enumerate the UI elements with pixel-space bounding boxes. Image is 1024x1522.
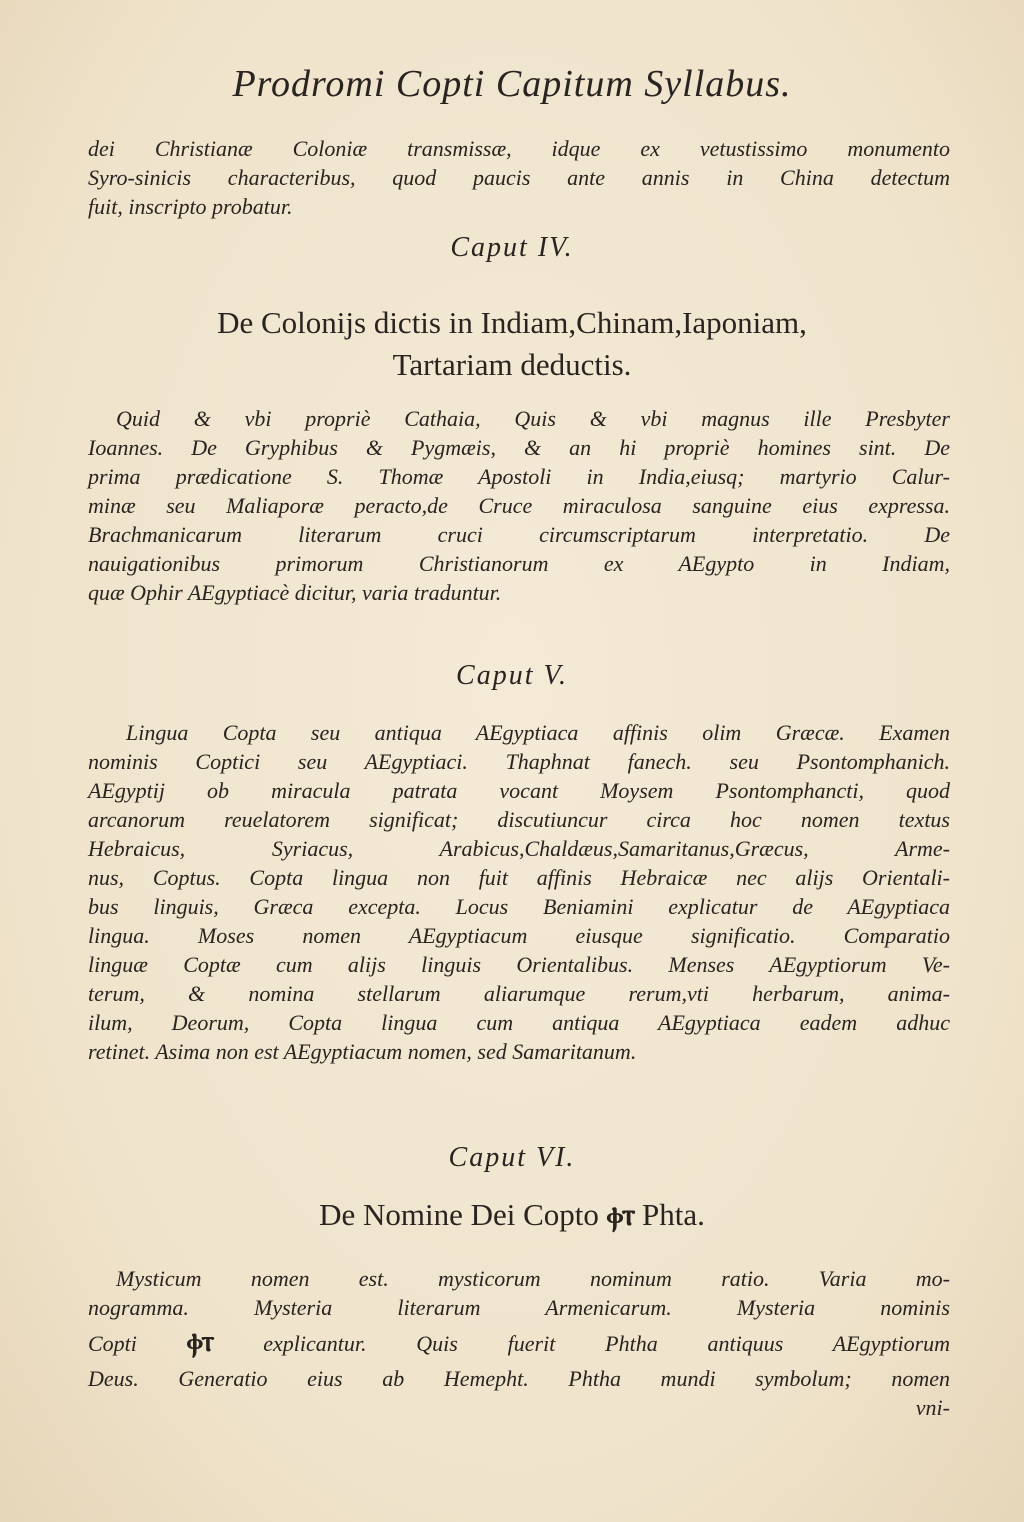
text-fragment: Copti <box>88 1331 137 1356</box>
text-line: retinet. Asima non est AEgyptiacum nomen, sed Samaritanum. <box>88 1039 637 1064</box>
chapter-title-line: Tartariam deductis. <box>392 347 632 382</box>
chapter-title-4 <box>60 302 964 386</box>
text-line: lingua. Moses nomen AEgyptiacum eiusque significatio. Comparatio <box>88 923 950 948</box>
running-head: Prodromi Copti Capitum Syllabus. <box>232 63 792 105</box>
chapter-title-text: De Nomine Dei Copto <box>319 1197 599 1232</box>
chapter-heading-6: Caput VI. <box>448 1142 576 1173</box>
text-line: nogramma. Mysteria literarum Armenicarum. Mysteria nominis <box>88 1295 950 1320</box>
text-line: quæ Ophir AEgyptiacè dicitur, varia traduntur. <box>88 580 502 605</box>
text-line: Mysticum nomen est. mysticorum nominum ratio. Varia mo- <box>116 1266 950 1291</box>
text-line: minæ seu Maliaporæ peracto,de Cruce miraculosa sanguine eius expressa. <box>88 493 950 518</box>
text-line-with-glyph <box>88 1322 950 1364</box>
text-line: Hebraicus, Syriacus, Arabicus,Chaldæus,Samaritanus,Græcus, Arme- <box>88 836 950 861</box>
text-line: nominis Coptici seu AEgyptiaci. Thaphnat fanech. seu Psontomphanich. <box>88 749 950 774</box>
text-fragment: explicantur. Quis fuerit Phtha antiquus AEgyptiorum <box>263 1331 951 1356</box>
chapter-summary-6 <box>88 1264 950 1422</box>
text-line: Lingua Copta seu antiqua AEgyptiaca affinis olim Græcæ. Examen <box>126 720 950 745</box>
chapter-summary-4 <box>88 404 950 607</box>
text-line: Quid & vbi propriè Cathaia, Quis & vbi magnus ille Presbyter <box>116 406 950 431</box>
catchword: vni- <box>915 1395 950 1420</box>
text-line: ilum, Deorum, Copta lingua cum antiqua AEgyptiaca eadem adhuc <box>88 1010 950 1035</box>
text-line: dei Christianæ Coloniæ transmissæ, idque ex vetustissimo monumento <box>88 136 950 161</box>
text-line: linguæ Coptæ cum alijs linguis Orientalibus. Menses AEgyptiorum Ve- <box>88 952 950 977</box>
chapter-title-line: De Colonijs dictis in Indiam,Chinam,Iaponiam, <box>217 305 807 340</box>
text-line: nauigationibus primorum Christianorum ex AEgypto in Indiam, <box>88 551 950 576</box>
text-line: Ioannes. De Gryphibus & Pygmæis, & an hi propriè homines sint. De <box>88 435 950 460</box>
text-line: terum, & nomina stellarum aliarumque rerum,vti herbarum, anima- <box>88 981 950 1006</box>
coptic-phta-glyph: ⲫⲧ <box>186 1325 214 1358</box>
text-line: bus linguis, Græca excepta. Locus Beniamini explicatur de AEgyptiaca <box>88 894 950 919</box>
text-line: arcanorum reuelatorem significat; discutiuncur circa hoc nomen textus <box>88 807 950 832</box>
text-line: fuit, inscripto probatur. <box>88 194 293 219</box>
chapter-heading-5: Caput V. <box>456 660 568 691</box>
text-line: prima prædicatione S. Thomæ Apostoli in India,eiusq; martyrio Calur- <box>88 464 950 489</box>
chapter-title-text: Phta. <box>642 1197 705 1232</box>
chapter-summary-5 <box>88 718 950 1066</box>
chapter-title-6 <box>60 1194 964 1236</box>
coptic-phta-glyph: ⲫⲧ <box>606 1197 635 1232</box>
text-line: Brachmanicarum literarum cruci circumscriptarum interpretatio. De <box>88 522 950 547</box>
continuation-paragraph <box>88 134 950 221</box>
chapter-heading-4: Caput IV. <box>450 232 574 263</box>
text-line: nus, Coptus. Copta lingua non fuit affinis Hebraicæ nec alijs Orientali- <box>88 865 950 890</box>
text-line: Syro-sinicis characteribus, quod paucis ante annis in China detectum <box>88 165 950 190</box>
text-line: AEgyptij ob miracula patrata vocant Moysem Psontomphancti, quod <box>88 778 950 803</box>
text-line: Deus. Generatio eius ab Hemepht. Phtha mundi symbolum; nomen <box>88 1366 950 1391</box>
